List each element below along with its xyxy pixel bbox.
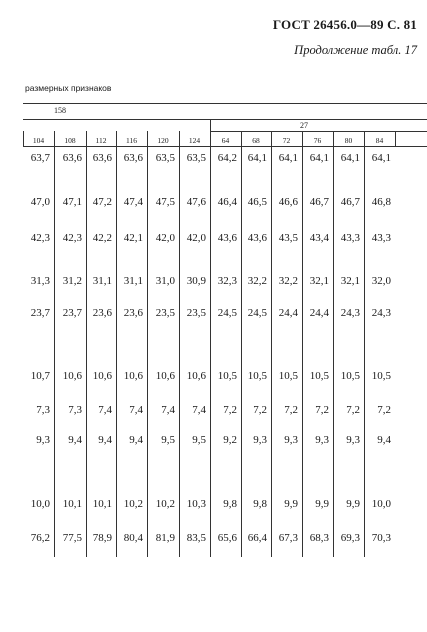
column-header: 120: [157, 136, 169, 145]
table-cell: 10,7: [30, 370, 50, 382]
table-cell: 7,2: [284, 404, 298, 416]
table-cell: 46,5: [247, 196, 267, 208]
table-cell: 10,6: [186, 370, 206, 382]
table-cell: 9,4: [68, 434, 82, 446]
table-cell: 42,0: [155, 232, 175, 244]
table-cell: 31,3: [30, 275, 50, 287]
table-cell: 10,6: [123, 370, 143, 382]
table-cell: 10,5: [371, 370, 391, 382]
table-cell: 80,4: [123, 532, 143, 544]
table-cell: 9,9: [315, 498, 329, 510]
table-cell: 7,4: [192, 404, 206, 416]
table-cell: 24,5: [247, 307, 267, 319]
table-cell: 67,3: [278, 532, 298, 544]
table-cell: 47,0: [30, 196, 50, 208]
table-cell: 7,2: [253, 404, 267, 416]
table-cell: 43,6: [247, 232, 267, 244]
table-cell: 31,1: [123, 275, 143, 287]
table-cell: 7,3: [36, 404, 50, 416]
table-cell: 31,1: [92, 275, 112, 287]
table-cell: 42,2: [92, 232, 112, 244]
table-cell: 47,4: [123, 196, 143, 208]
table-cell: 46,7: [309, 196, 329, 208]
table-cell: 7,2: [315, 404, 329, 416]
column-header: 112: [95, 136, 107, 145]
table-cell: 9,3: [284, 434, 298, 446]
table-cell: 63,6: [92, 152, 112, 164]
table-cell: 7,4: [161, 404, 175, 416]
group-header: 27: [300, 121, 308, 130]
table-cell: 43,3: [371, 232, 391, 244]
table-cell: 30,9: [186, 275, 206, 287]
table-cell: 10,0: [371, 498, 391, 510]
table-cell: 7,3: [68, 404, 82, 416]
table-cell: 69,3: [340, 532, 360, 544]
table-cell: 32,0: [371, 275, 391, 287]
table-cell: 24,3: [371, 307, 391, 319]
table-cell: 9,9: [346, 498, 360, 510]
table-cell: 7,4: [98, 404, 112, 416]
column-divider: [54, 131, 55, 146]
table-cell: 32,1: [309, 275, 329, 287]
table-cell: 32,2: [247, 275, 267, 287]
table-cell: 9,5: [192, 434, 206, 446]
table-cell: 7,4: [129, 404, 143, 416]
table-cell: 10,6: [92, 370, 112, 382]
table-cell: 9,9: [284, 498, 298, 510]
table-cell: 42,3: [62, 232, 82, 244]
column-divider: [333, 131, 334, 146]
column-divider: [364, 131, 365, 146]
table-cell: 7,2: [377, 404, 391, 416]
table-cell: 63,7: [30, 152, 50, 164]
table-cell: 9,4: [129, 434, 143, 446]
column-header: 76: [313, 136, 322, 145]
column-header: 108: [64, 136, 76, 145]
column-divider: [147, 131, 148, 146]
table-cell: 31,2: [62, 275, 82, 287]
table-cell: 23,5: [155, 307, 175, 319]
table-cell: 9,3: [253, 434, 267, 446]
table-cell: 65,6: [217, 532, 237, 544]
table-cell: 47,2: [92, 196, 112, 208]
table-cell: 70,3: [371, 532, 391, 544]
table-cell: 10,3: [186, 498, 206, 510]
table-cell: 9,4: [98, 434, 112, 446]
table-cell: 9,3: [36, 434, 50, 446]
table-cell: 9,8: [253, 498, 267, 510]
table-cell: 47,5: [155, 196, 175, 208]
table-cell: 63,5: [155, 152, 175, 164]
table-cell: 10,0: [30, 498, 50, 510]
table-cell: 43,4: [309, 232, 329, 244]
table-cell: 10,6: [155, 370, 175, 382]
table-cell: 63,5: [186, 152, 206, 164]
table-cell: 10,5: [217, 370, 237, 382]
table-cell: 23,7: [30, 307, 50, 319]
column-divider: [271, 131, 272, 146]
table-cell: 46,4: [217, 196, 237, 208]
column-divider: [241, 131, 242, 146]
table-cell: 23,7: [62, 307, 82, 319]
table-cell: 64,1: [247, 152, 267, 164]
table-cell: 32,3: [217, 275, 237, 287]
table-cell: 64,1: [278, 152, 298, 164]
table-cell: 31,0: [155, 275, 175, 287]
header-bottom-rule: [23, 146, 427, 147]
table-cell: 64,1: [371, 152, 391, 164]
column-header: 104: [32, 136, 45, 145]
table-cell: 10,1: [92, 498, 112, 510]
table-caption: размерных признаков: [25, 83, 112, 93]
table-cell: 46,8: [371, 196, 391, 208]
column-header: 72: [282, 136, 291, 145]
left-border: [23, 131, 24, 146]
table-cell: 46,7: [340, 196, 360, 208]
table-cell: 64,2: [217, 152, 237, 164]
group-header: 158: [54, 106, 66, 115]
column-header: 116: [126, 136, 137, 145]
table-cell: 7,2: [223, 404, 237, 416]
table-continuation-label: Продолжение табл. 17: [294, 43, 417, 57]
table-cell: 63,6: [62, 152, 82, 164]
table-cell: 10,5: [247, 370, 267, 382]
table-cell: 81,9: [155, 532, 175, 544]
column-divider: [179, 131, 180, 146]
table-cell: 23,6: [123, 307, 143, 319]
column-divider: [86, 131, 87, 146]
table-cell: 46,6: [278, 196, 298, 208]
column-header: 64: [221, 136, 230, 145]
table-cell: 10,2: [155, 498, 175, 510]
table-cell: 83,5: [186, 532, 206, 544]
table-cell: 9,2: [223, 434, 237, 446]
table-cell: 10,2: [123, 498, 143, 510]
table-cell: 24,3: [340, 307, 360, 319]
group-divider: [210, 119, 211, 557]
table-cell: 68,3: [309, 532, 329, 544]
table-cell: 66,4: [247, 532, 267, 544]
table-cell: 78,9: [92, 532, 112, 544]
group-rule: [23, 119, 427, 120]
table-cell: 23,6: [92, 307, 112, 319]
table-cell: 10,5: [309, 370, 329, 382]
column-divider: [116, 131, 117, 146]
table-cell: 10,6: [62, 370, 82, 382]
table-cell: 43,6: [217, 232, 237, 244]
column-header: 80: [344, 136, 353, 145]
table-cell: 43,5: [278, 232, 298, 244]
table-cell: 63,6: [123, 152, 143, 164]
standard-header: ГОСТ 26456.0—89 С. 81: [272, 17, 417, 32]
table-cell: 7,2: [346, 404, 360, 416]
column-divider: [395, 131, 396, 146]
table-cell: 43,3: [340, 232, 360, 244]
table-cell: 24,4: [309, 307, 329, 319]
table-cell: 24,5: [217, 307, 237, 319]
table-cell: 64,1: [340, 152, 360, 164]
column-header: 84: [375, 136, 384, 145]
table-cell: 47,6: [186, 196, 206, 208]
table-cell: 76,2: [30, 532, 50, 544]
table-cell: 9,3: [315, 434, 329, 446]
top-rule: [23, 103, 427, 104]
column-header: 124: [188, 136, 201, 145]
table-cell: 42,0: [186, 232, 206, 244]
table-cell: 23,5: [186, 307, 206, 319]
table-cell: 9,3: [346, 434, 360, 446]
table-cell: 10,5: [340, 370, 360, 382]
table-cell: 32,1: [340, 275, 360, 287]
table-cell: 9,8: [223, 498, 237, 510]
table-cell: 42,3: [30, 232, 50, 244]
table-cell: 77,5: [62, 532, 82, 544]
table-cell: 24,4: [278, 307, 298, 319]
table-cell: 9,5: [161, 434, 175, 446]
column-header: 68: [252, 136, 260, 145]
table-cell: 64,1: [309, 152, 329, 164]
column-divider: [302, 131, 303, 146]
table-cell: 9,4: [377, 434, 391, 446]
table-cell: 32,2: [278, 275, 298, 287]
table-cell: 10,5: [278, 370, 298, 382]
table-cell: 42,1: [123, 232, 143, 244]
table-cell: 10,1: [62, 498, 82, 510]
table-cell: 47,1: [62, 196, 82, 208]
